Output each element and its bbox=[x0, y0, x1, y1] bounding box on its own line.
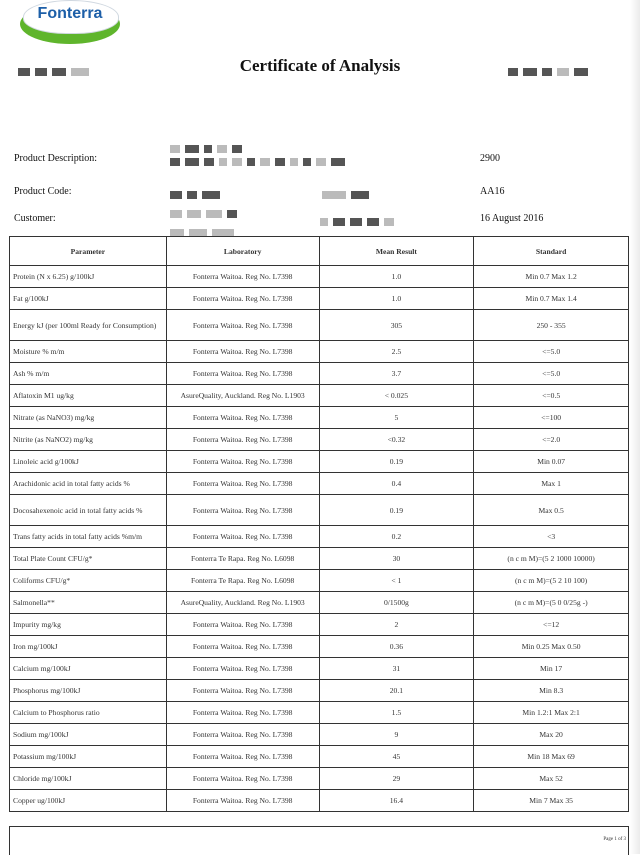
cell-laboratory: Fonterra Waitoa. Reg No. L7398 bbox=[166, 341, 319, 363]
cell-mean-result: 30 bbox=[319, 548, 474, 570]
customer-label: Customer: bbox=[14, 213, 56, 224]
cell-mean-result: 2 bbox=[319, 614, 474, 636]
redacted-line-4 bbox=[322, 186, 374, 194]
cell-laboratory: Fonterra Waitoa. Reg No. L7398 bbox=[166, 636, 319, 658]
cell-standard: Max 20 bbox=[474, 724, 629, 746]
cell-laboratory: Fonterra Waitoa. Reg No. L7398 bbox=[166, 746, 319, 768]
cell-mean-result: 2.5 bbox=[319, 341, 474, 363]
table-row bbox=[10, 288, 629, 310]
cell-mean-result: 0.36 bbox=[319, 636, 474, 658]
table-row bbox=[10, 658, 629, 680]
cell-mean-result: 0.19 bbox=[319, 451, 474, 473]
cell-parameter: Total Plate Count CFU/g* bbox=[10, 548, 167, 570]
redacted-line-1 bbox=[170, 140, 247, 148]
table-row bbox=[10, 429, 629, 451]
cell-parameter: Energy kJ (per 100ml Ready for Consumption) bbox=[10, 310, 167, 341]
cell-laboratory: AsureQuality, Auckland. Reg No. L1903 bbox=[166, 592, 319, 614]
cell-parameter: Ash % m/m bbox=[10, 363, 167, 385]
cell-standard: <=5.0 bbox=[474, 363, 629, 385]
cell-parameter: Protein (N x 6.25) g/100kJ bbox=[10, 266, 167, 288]
table-row bbox=[10, 790, 629, 812]
cell-mean-result: 3.7 bbox=[319, 363, 474, 385]
cell-parameter: Fat g/100kJ bbox=[10, 288, 167, 310]
cell-laboratory: Fonterra Waitoa. Reg No. L7398 bbox=[166, 680, 319, 702]
product-code-label: Product Code: bbox=[14, 186, 72, 197]
cell-laboratory: Fonterra Te Rapa. Reg No. L6098 bbox=[166, 548, 319, 570]
page-title: Certificate of Analysis bbox=[239, 56, 401, 75]
cell-parameter: Impurity mg/kg bbox=[10, 614, 167, 636]
page-edge-shadow bbox=[630, 0, 640, 854]
cell-parameter: Potassium mg/100kJ bbox=[10, 746, 167, 768]
cell-standard: 250 - 355 bbox=[474, 310, 629, 341]
cell-laboratory: Fonterra Waitoa. Reg No. L7398 bbox=[166, 495, 319, 526]
cell-standard: <=0.5 bbox=[474, 385, 629, 407]
cell-parameter: Nitrate (as NaNO3) mg/kg bbox=[10, 407, 167, 429]
column-header-mean-result: Mean Result bbox=[319, 237, 474, 266]
cell-mean-result: < 1 bbox=[319, 570, 474, 592]
cell-standard: Min 0.7 Max 1.2 bbox=[474, 266, 629, 288]
cell-parameter: Copper ug/100kJ bbox=[10, 790, 167, 812]
cell-laboratory: Fonterra Waitoa. Reg No. L7398 bbox=[166, 407, 319, 429]
cell-mean-result: 0.4 bbox=[319, 473, 474, 495]
page-number: Page 1 of 3 bbox=[603, 837, 626, 842]
table-row bbox=[10, 451, 629, 473]
cell-mean-result: 5 bbox=[319, 407, 474, 429]
cell-standard: (n c m M)=(5 2 1000 10000) bbox=[474, 548, 629, 570]
cell-laboratory: Fonterra Waitoa. Reg No. L7398 bbox=[166, 526, 319, 548]
cell-mean-result: 29 bbox=[319, 768, 474, 790]
cell-standard: Max 1 bbox=[474, 473, 629, 495]
column-header-parameter: Parameter bbox=[10, 237, 167, 266]
cell-standard: Min 8.3 bbox=[474, 680, 629, 702]
cell-mean-result: 0.19 bbox=[319, 495, 474, 526]
table-row bbox=[10, 526, 629, 548]
cell-laboratory: Fonterra Waitoa. Reg No. L7398 bbox=[166, 614, 319, 636]
table-row bbox=[10, 570, 629, 592]
cell-parameter: Linoleic acid g/100kJ bbox=[10, 451, 167, 473]
table-row bbox=[10, 680, 629, 702]
cell-laboratory: Fonterra Waitoa. Reg No. L7398 bbox=[166, 658, 319, 680]
cell-laboratory: Fonterra Waitoa. Reg No. L7398 bbox=[166, 473, 319, 495]
cell-mean-result: 20.1 bbox=[319, 680, 474, 702]
cell-parameter: Aflatoxin M1 ug/kg bbox=[10, 385, 167, 407]
cell-standard: Min 0.7 Max 1.4 bbox=[474, 288, 629, 310]
table-row bbox=[10, 724, 629, 746]
fonterra-logo bbox=[20, 0, 120, 44]
table-row bbox=[10, 473, 629, 495]
cell-parameter: Trans fatty acids in total fatty acids %m/m bbox=[10, 526, 167, 548]
cell-standard: <3 bbox=[474, 526, 629, 548]
redacted-line-7 bbox=[170, 224, 239, 232]
table-row bbox=[10, 768, 629, 790]
cell-laboratory: Fonterra Waitoa. Reg No. L7398 bbox=[166, 288, 319, 310]
cell-standard: <=5.0 bbox=[474, 341, 629, 363]
cell-parameter: Calcium mg/100kJ bbox=[10, 658, 167, 680]
table-row bbox=[10, 636, 629, 658]
cell-mean-result: 0.2 bbox=[319, 526, 474, 548]
redacted-line-5 bbox=[170, 205, 242, 213]
cell-parameter: Arachidonic acid in total fatty acids % bbox=[10, 473, 167, 495]
cell-mean-result: 45 bbox=[319, 746, 474, 768]
customer-value: 16 August 2016 bbox=[480, 213, 544, 224]
cell-laboratory: Fonterra Waitoa. Reg No. L7398 bbox=[166, 724, 319, 746]
cell-laboratory: Fonterra Waitoa. Reg No. L7398 bbox=[166, 266, 319, 288]
cell-laboratory: Fonterra Waitoa. Reg No. L7398 bbox=[166, 429, 319, 451]
cell-standard: Min 17 bbox=[474, 658, 629, 680]
cell-parameter: Sodium mg/100kJ bbox=[10, 724, 167, 746]
cell-mean-result: 9 bbox=[319, 724, 474, 746]
cell-parameter: Phosphorus mg/100kJ bbox=[10, 680, 167, 702]
cell-standard: <=100 bbox=[474, 407, 629, 429]
table-row bbox=[10, 495, 629, 526]
cell-parameter: Chloride mg/100kJ bbox=[10, 768, 167, 790]
table-header-row bbox=[10, 237, 629, 266]
cell-standard: (n c m M)=(5 2 10 100) bbox=[474, 570, 629, 592]
cell-standard: (n c m M)=(5 0 0/25g -) bbox=[474, 592, 629, 614]
cell-mean-result: 1.0 bbox=[319, 288, 474, 310]
cell-laboratory: AsureQuality, Auckland. Reg No. L1903 bbox=[166, 385, 319, 407]
cell-standard: Max 0.5 bbox=[474, 495, 629, 526]
redacted-line-6 bbox=[320, 213, 399, 221]
cell-mean-result: 0/1500g bbox=[319, 592, 474, 614]
cell-parameter: Calcium to Phosphorus ratio bbox=[10, 702, 167, 724]
cell-standard: Min 18 Max 69 bbox=[474, 746, 629, 768]
analysis-table bbox=[9, 236, 629, 812]
table-row bbox=[10, 548, 629, 570]
cell-standard: Min 0.25 Max 0.50 bbox=[474, 636, 629, 658]
cell-mean-result: 31 bbox=[319, 658, 474, 680]
cell-laboratory: Fonterra Waitoa. Reg No. L7398 bbox=[166, 790, 319, 812]
cell-laboratory: Fonterra Waitoa. Reg No. L7398 bbox=[166, 702, 319, 724]
table-row bbox=[10, 266, 629, 288]
cell-standard: Min 7 Max 35 bbox=[474, 790, 629, 812]
cell-parameter: Salmonella** bbox=[10, 592, 167, 614]
cell-parameter: Coliforms CFU/g* bbox=[10, 570, 167, 592]
cell-standard: <=2.0 bbox=[474, 429, 629, 451]
cell-parameter: Docosahexenoic acid in total fatty acids % bbox=[10, 495, 167, 526]
table-row bbox=[10, 363, 629, 385]
cell-standard: <=12 bbox=[474, 614, 629, 636]
cell-parameter: Nitrite (as NaNO2) mg/kg bbox=[10, 429, 167, 451]
column-header-standard: Standard bbox=[474, 237, 629, 266]
cell-laboratory: Fonterra Waitoa. Reg No. L7398 bbox=[166, 768, 319, 790]
table-row bbox=[10, 341, 629, 363]
product-description-label: Product Description: bbox=[14, 153, 98, 164]
redacted-line-2 bbox=[170, 153, 350, 161]
redacted-line-3 bbox=[170, 186, 225, 194]
cell-standard: Min 1.2:1 Max 2:1 bbox=[474, 702, 629, 724]
cell-standard: Min 0.07 bbox=[474, 451, 629, 473]
cell-mean-result: 1.5 bbox=[319, 702, 474, 724]
table-row bbox=[10, 310, 629, 341]
table-row bbox=[10, 746, 629, 768]
cell-mean-result: 1.0 bbox=[319, 266, 474, 288]
table-row bbox=[10, 614, 629, 636]
table-footer-space bbox=[9, 826, 629, 855]
cell-mean-result: < 0.025 bbox=[319, 385, 474, 407]
table-row bbox=[10, 385, 629, 407]
cell-mean-result: 16.4 bbox=[319, 790, 474, 812]
cell-standard: Max 52 bbox=[474, 768, 629, 790]
table-row bbox=[10, 592, 629, 614]
column-header-laboratory: Laboratory bbox=[166, 237, 319, 266]
cell-laboratory: Fonterra Waitoa. Reg No. L7398 bbox=[166, 451, 319, 473]
product-code-value: AA16 bbox=[480, 186, 505, 197]
product-description-value: 2900 bbox=[480, 153, 500, 164]
cell-mean-result: 305 bbox=[319, 310, 474, 341]
cell-parameter: Iron mg/100kJ bbox=[10, 636, 167, 658]
cell-laboratory: Fonterra Waitoa. Reg No. L7398 bbox=[166, 363, 319, 385]
cell-laboratory: Fonterra Te Rapa. Reg No. L6098 bbox=[166, 570, 319, 592]
table-row bbox=[10, 702, 629, 724]
cell-parameter: Moisture % m/m bbox=[10, 341, 167, 363]
cell-laboratory: Fonterra Waitoa. Reg No. L7398 bbox=[166, 310, 319, 341]
cell-mean-result: <0.32 bbox=[319, 429, 474, 451]
table-row bbox=[10, 407, 629, 429]
logo-text: Fonterra bbox=[37, 5, 103, 22]
